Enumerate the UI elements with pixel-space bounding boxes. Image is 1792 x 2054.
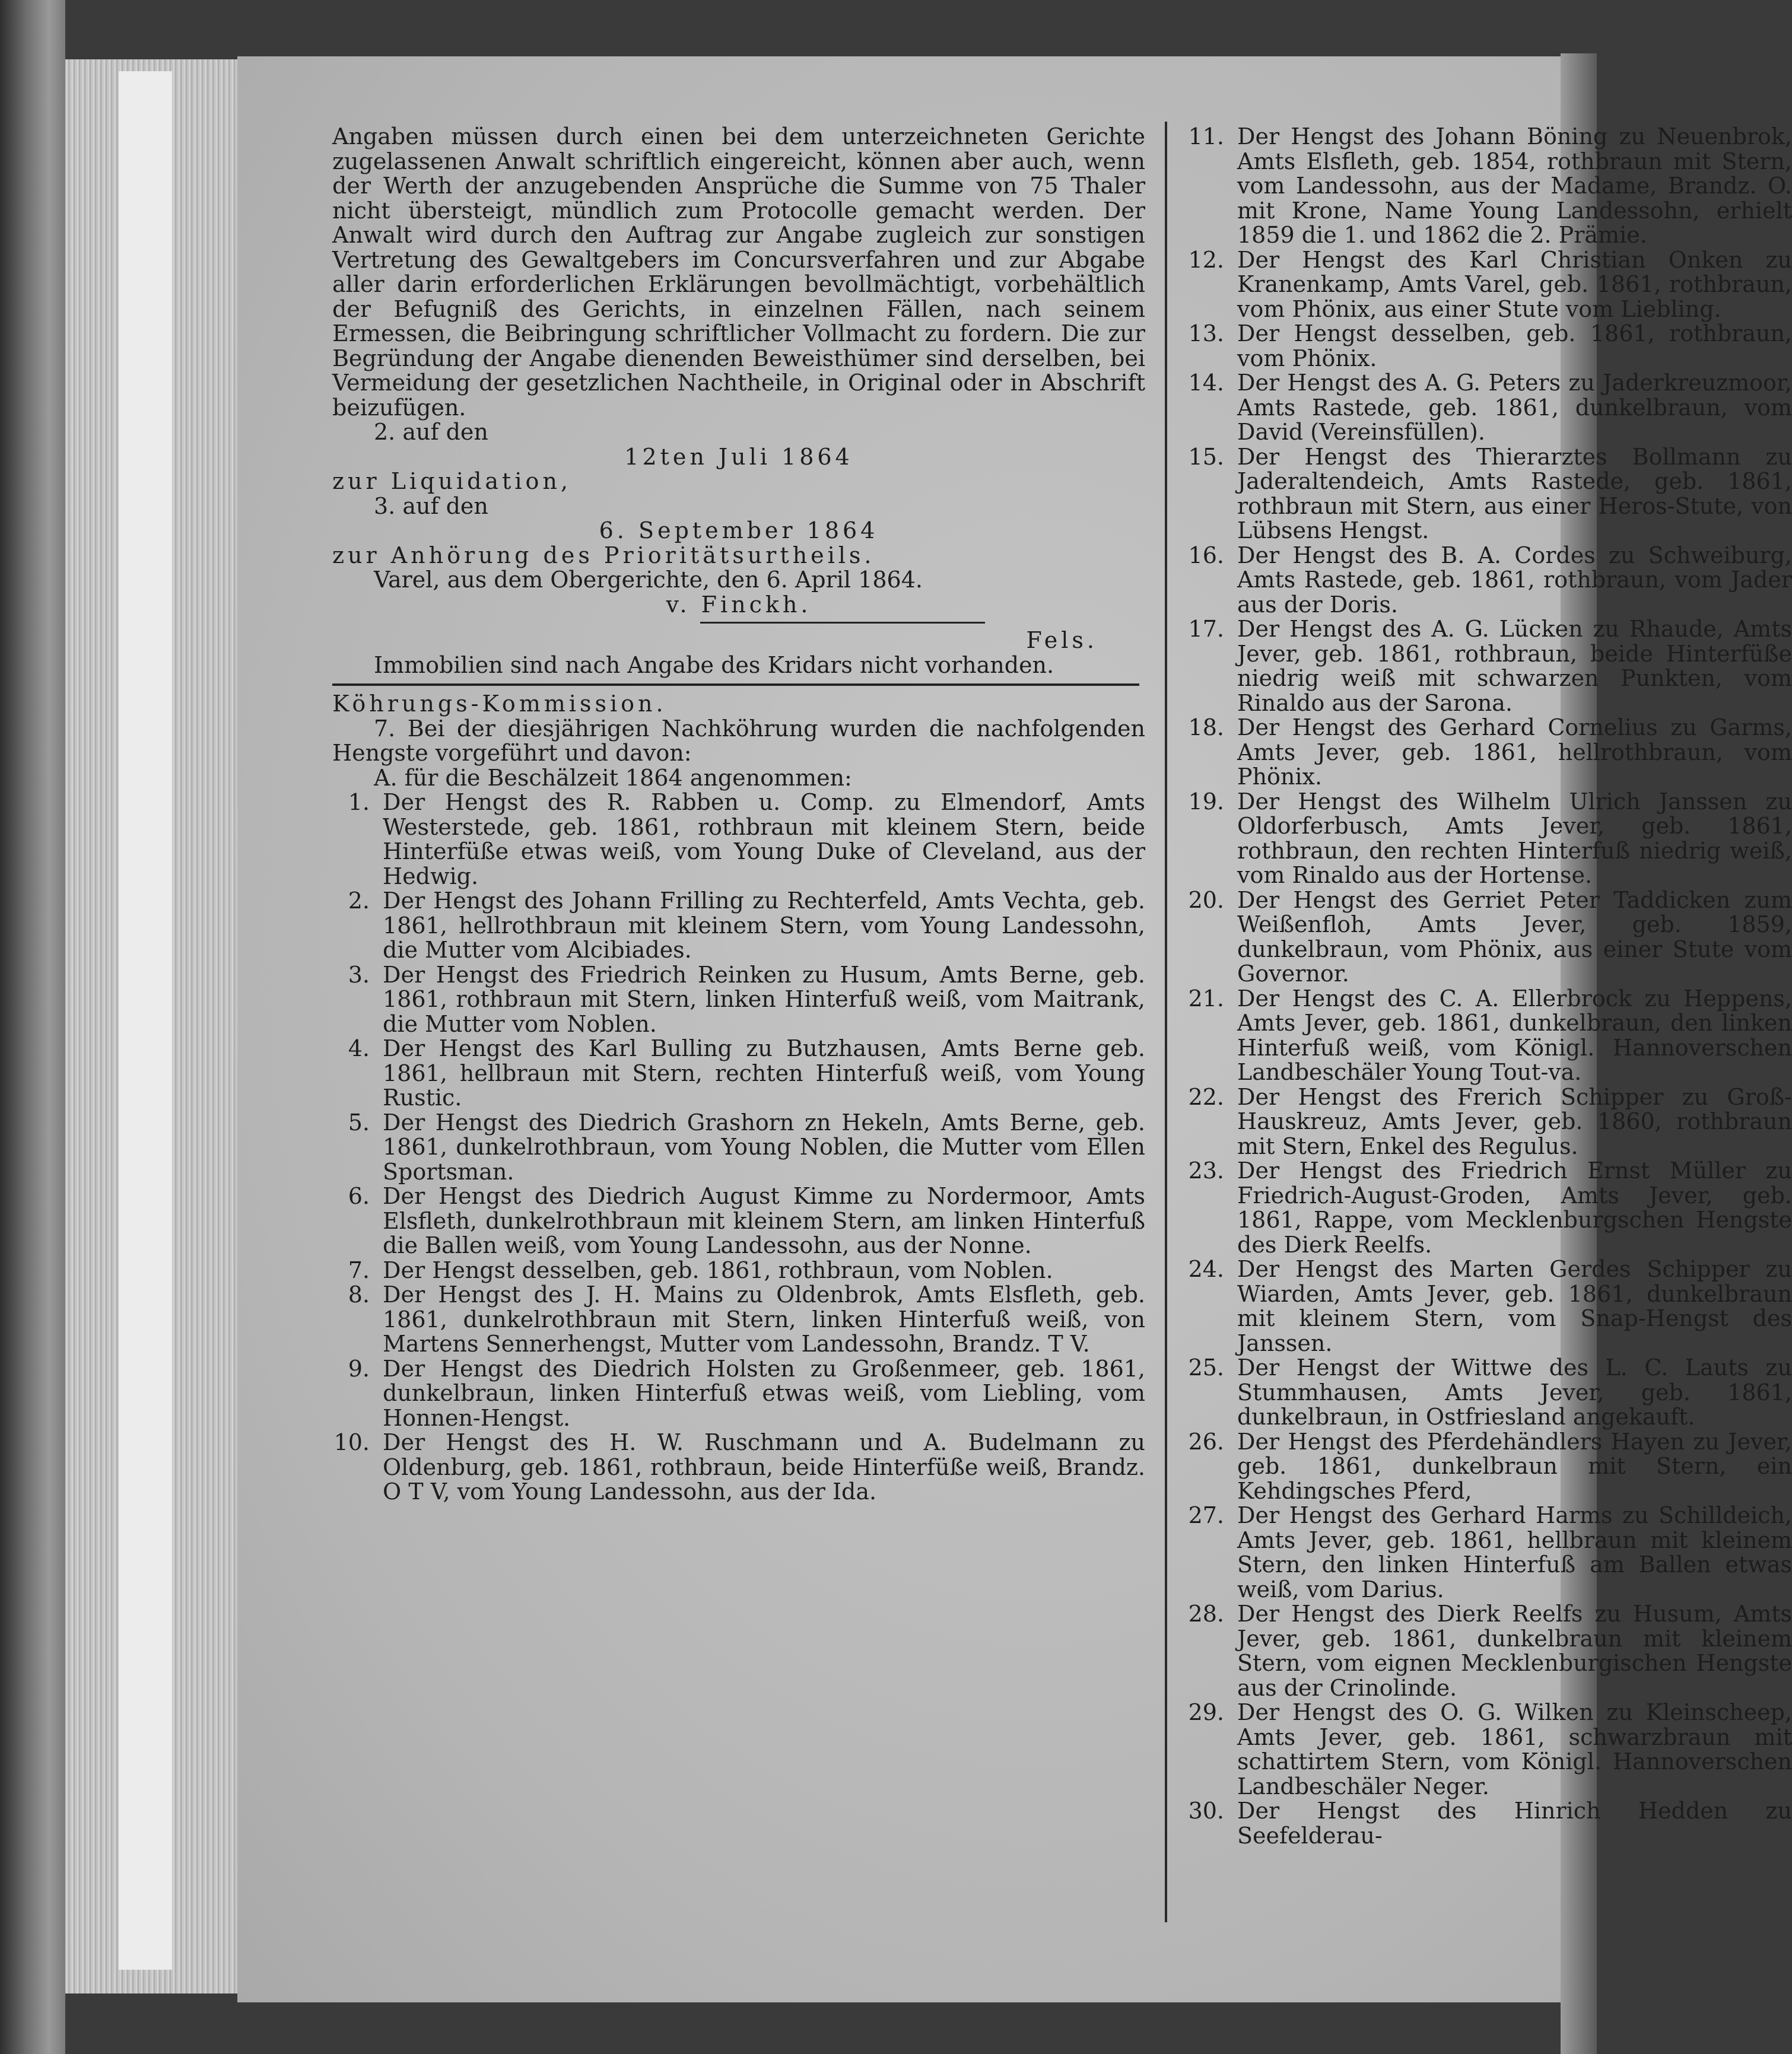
signature-finckh: v. Finckh. <box>666 591 812 618</box>
list-item: 30. Der Hengst des Hinrich Hedden zu Seefelderau- <box>1188 1798 1792 1849</box>
section-intro: 7. Bei der diesjährigen Nachköhrung wurden die nachfolgenden Hengste vorgeführt und davon: <box>332 715 1145 766</box>
left-column <box>332 125 1145 1505</box>
list-item: 12. Der Hengst des Karl Christian Onken zu Kranenkamp, Amts Varel, geb. 1861, rothbraun, vom Phönix, aus einer Stute vom Liebling. <box>1188 246 1792 322</box>
list-item: 23. Der Hengst des Friedrich Ernst Müller zu Friedrich-August-Groden, Amts Jever, geb. 1861, Rappe, vom Mecklenburgschen Hengste des Dierk Reelfs. <box>1188 1158 1792 1258</box>
point-3: 3. auf den <box>374 492 488 519</box>
list-item: 27. Der Hengst des Gerhard Harms zu Schilldeich, Amts Jever, geb. 1861, hellbraun mit kleinem Stern, den linken Hinterfuß am Ballen etwas weiß, vom Darius. <box>1188 1502 1792 1602</box>
right-column <box>1175 125 1792 1848</box>
list-item: 5. Der Hengst des Diedrich Grashorn zn Hekeln, Amts Berne, geb. 1861, dunkelrothbraun, vom Young Noblen, die Mutter vom Ellen Sportsman. <box>348 1109 1145 1185</box>
list-item: 1. Der Hengst des R. Rabben u. Comp. zu Elmendorf, Amts Westerstede, geb. 1861, rothbraun mit kleinem Stern, beide Hinterfüße etwas weiß, vom Young Duke of Cleveland, aus der Hedwig. <box>348 789 1145 889</box>
list-item: 17. Der Hengst des A. G. Lücken zu Rhaude, Amts Jever, geb. 1861, rothbraun, beide Hinterfüße niedrig weiß mit schwarzen Punkten, vom Rinaldo aus der Sarona. <box>1188 616 1792 716</box>
list-item: 22. Der Hengst des Frerich Schipper zu Groß-Hauskreuz, Amts Jever, geb. 1860, rothbraun mit Stern, Enkel des Regulus. <box>1188 1083 1792 1159</box>
page-stack-highlight <box>119 71 172 1970</box>
book-edge-left <box>0 0 65 2054</box>
list-item: 29. Der Hengst des O. G. Wilken zu Kleinscheep, Amts Jever, geb. 1861, schwarzbraun mit schattirtem Stern, vom Königl. Hannoverschen Landbeschäler Neger. <box>1188 1699 1792 1799</box>
signature-rule <box>700 622 985 624</box>
list-item: 21. Der Hengst des C. A. Ellerbrock zu Heppens, Amts Jever, geb. 1861, dunkelbraun, den linken Hinterfuß weiß, vom Königl. Hannoverschen Landbeschäler Young Tout-va. <box>1188 985 1792 1085</box>
list-item: 9. Der Hengst des Diedrich Holsten zu Großenmeer, geb. 1861, dunkelbraun, linken Hinterfuß etwas weiß, vom Liebling, vom Honnen-Hengst. <box>348 1355 1145 1431</box>
list-item: 24. Der Hengst des Marten Gerdes Schipper zu Wiarden, Amts Jever, geb. 1861, dunkelbraun mit kleinem Stern, vom Snap-Hengst des Janssen. <box>1188 1256 1792 1356</box>
list-item: 3. Der Hengst des Friedrich Reinken zu Husum, Amts Berne, geb. 1861, rothbraun mit Stern, linken Hinterfuß weiß, vom Maitrank, die Mutter vom Noblen. <box>348 961 1145 1037</box>
section-rule <box>332 683 1139 686</box>
list-item: 7. Der Hengst desselben, geb. 1861, rothbraun, vom Noblen. <box>348 1257 1053 1283</box>
list-item: 26. Der Hengst des Pferdehändlers Hayen zu Jever, geb. 1861, dunkelbraun mit Stern, ein Kehdingsches Pferd, <box>1188 1428 1792 1504</box>
point-2: 2. auf den <box>374 419 488 445</box>
list-item: 8. Der Hengst des J. H. Mains zu Oldenbrok, Amts Elsfleth, geb. 1861, dunkelrothbraun mit Stern, linken Hinterfuß weiß, von Martens Sennerhengst, Mutter vom Landessohn, Brandz. T V. <box>348 1282 1145 1357</box>
list-item: 19. Der Hengst des Wilhelm Ulrich Janssen zu Oldorferbusch, Amts Jever, geb. 1861, rothbraun, den rechten Hinterfuß niedrig weiß, vom Rinaldo aus der Hortense. <box>1188 788 1792 888</box>
list-item: 18. Der Hengst des Gerhard Cornelius zu Garms, Amts Jever, geb. 1861, hellrothbraun, vom Phönix. <box>1188 714 1792 790</box>
intro-paragraph: Angaben müssen durch einen bei dem unterzeichneten Gerichte zugelassenen Anwalt schriftlich eingereicht, können aber auch, wenn der Werth der anzugebenden Ansprüche die Summe von 75 Thaler nicht übersteigt, mündlich zum Protocolle gemacht werden. Der Anwalt wird durch den Auftrag zur Angabe zugleich zur sonstigen Vertretung des Gewaltgebers im Concursverfahren und zur Abgabe aller darin erforderlichen Erklärungen bevollmächtigt, vorbehältlich der Befugniß des Gerichts, in einzelnen Fällen, nach seinem Ermessen, die Beibringung schriftlicher Vollmacht zu fordern. Die zur Begründung der Angabe dienenden Beweisthümer sind derselben, bei Vermeidung der gesetzlichen Nachtheile, in Original oder in Abschrift beizufügen. <box>332 123 1145 421</box>
subheading-accepted: A. für die Beschälzeit 1864 angenommen: <box>374 764 852 791</box>
list-item: 6. Der Hengst des Diedrich August Kimme zu Nordermoor, Amts Elsfleth, dunkelrothbraun mit kleinem Stern, am linken Hinterfuß die Ballen weiß, vom Young Landessohn, aus der Nonne. <box>348 1183 1145 1258</box>
signature-fels: Fels. <box>1026 627 1098 653</box>
date-prioritaet: 6. September 1864 <box>599 517 879 543</box>
list-item: 4. Der Hengst des Karl Bulling zu Butzhausen, Amts Berne geb. 1861, hellbraun mit Stern, rechten Hinterfuß weiß, vom Young Rustic. <box>348 1035 1145 1111</box>
list-item: 10. Der Hengst des H. W. Ruschmann und A. Budelmann zu Oldenburg, geb. 1861, rothbraun, beide Hinterfüße weiß, Brandz. O T V, vom Young Landessohn, aus der Ida. <box>333 1429 1145 1505</box>
column-divider <box>1165 122 1167 1922</box>
list-item: 16. Der Hengst des B. A. Cordes zu Schweiburg, Amts Rastede, geb. 1861, rothbraun, vom Jader aus der Doris. <box>1188 542 1792 618</box>
list-item: 15. Der Hengst des Thierarztes Bollmann zu Jaderaltendeich, Amts Rastede, geb. 1861, rothbraun mit Stern, aus einer Heros-Stute, von Lübsens Hengst. <box>1188 443 1792 543</box>
list-item: 13. Der Hengst desselben, geb. 1861, rothbraun, vom Phönix. <box>1188 320 1792 371</box>
date-liquidation: 12ten Juli 1864 <box>624 443 853 470</box>
list-item: 11. Der Hengst des Johann Böning zu Neuenbrok, Amts Elsfleth, geb. 1854, rothbraun mit Stern, vom Landessohn, aus der Madame, Brandz. O. mit Krone, Name Young Landessohn, erhielt 1859 die 1. und 1862 die 2. Prämie. <box>1188 123 1792 248</box>
list-item: 14. Der Hengst des A. G. Peters zu Jaderkreuzmoor, Amts Rastede, geb. 1861, dunkelbraun, vom David (Vereinsfüllen). <box>1188 370 1792 445</box>
list-item: 25. Der Hengst der Wittwe des L. C. Lauts zu Stummhausen, Amts Jever, geb. 1861, dunkelbraun, in Ostfriesland angekauft. <box>1188 1355 1792 1430</box>
list-item: 20. Der Hengst des Gerriet Peter Taddicken zum Weißenfloh, Amts Jever, geb. 1859, dunkelbraun, vom Phönix, aus einer Stute vom Governor. <box>1188 886 1792 987</box>
place-date: Varel, aus dem Obergerichte, den 6. April 1864. <box>374 567 923 593</box>
document-page <box>237 56 1792 2002</box>
list-item: 28. Der Hengst des Dierk Reelfs zu Husum, Amts Jever, geb. 1861, dunkelbraun mit kleinem Stern, vom eignen Mecklenburgischen Hengste aus der Crinolinde. <box>1188 1601 1792 1701</box>
list-item: 2. Der Hengst des Johann Frilling zu Rechterfeld, Amts Vechta, geb. 1861, hellrothbraun mit kleinem Stern, vom Young Landessohn, die Mutter vom Alcibiades. <box>348 888 1145 963</box>
immobilien-note: Immobilien sind nach Angabe des Kridars nicht vorhanden. <box>374 651 1054 678</box>
section-heading: Köhrungs-Kommission. <box>332 691 667 717</box>
prioritaet-line: zur Anhörung des Prioritätsurtheils. <box>332 542 875 568</box>
liquidation-line: zur Liquidation, <box>332 468 571 494</box>
